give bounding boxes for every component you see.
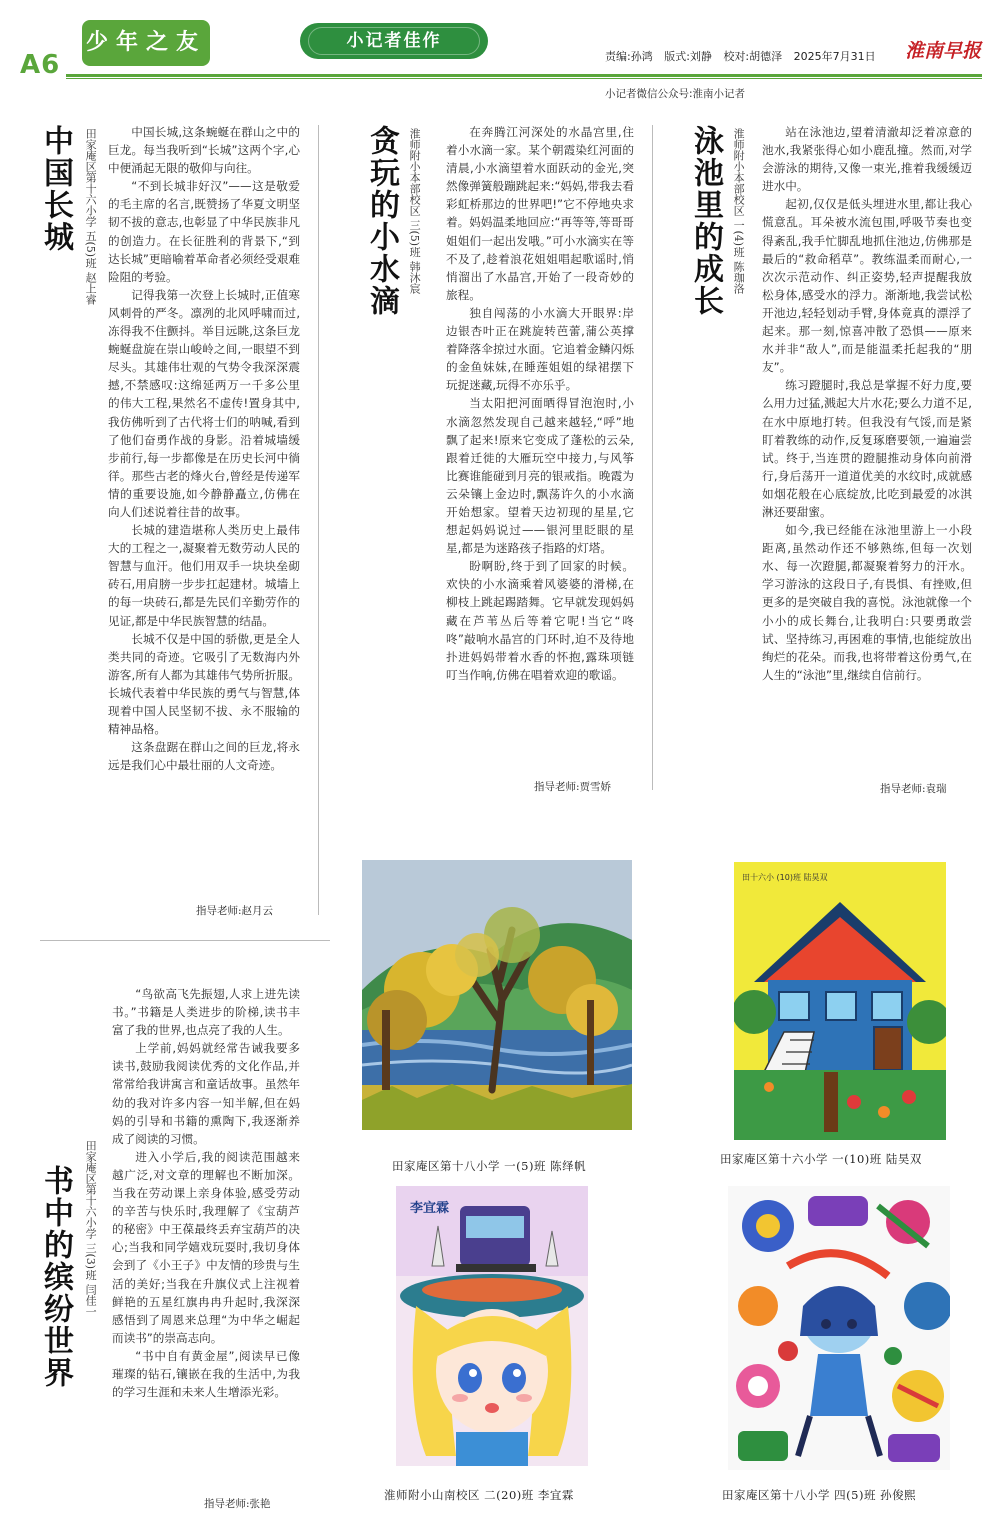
girl-portrait-image	[396, 1186, 588, 1466]
paragraph: 记得我第一次登上长城时,正值寒风刺骨的严冬。凛冽的北风呼啸而过,冻得我不住颤抖。举目远眺,这条巨龙蜿蜒盘旋在崇山峻岭之间,一眼望不到尽头。其雄伟壮观的气势令我深深震撼,不禁感叹:这绵延两万一千多公里的伟大工程,果然名不虚传!置身其中,我仿佛听到了古代将士们的呐喊,看到了他们奋勇作战的身影。沿着城墙缓步前行,每一步都像是在历史长河中徜徉。那些古老的烽火台,曾经是传递军情的重要设施,如今静静矗立,仿佛在向人们述说着往昔的故事。	[108, 287, 300, 519]
article-body-great-wall	[108, 123, 300, 915]
teacher-credit-swimming: 指导老师:袁瑞	[880, 783, 947, 795]
paragraph: 上学前,妈妈就经常告诫我要多读书,鼓励我阅读优秀的文化作品,并常常给我讲寓言和童话故事。虽然年幼的我对许多内容一知半解,但在妈妈的引导和书籍的熏陶下,我逐渐养成了阅读的习惯。	[112, 1041, 300, 1146]
page-number: A6	[20, 50, 61, 80]
paragraph: 起初,仅仅是低头埋进水里,都让我心慌意乱。耳朵被水流包围,呼吸节奏也变得紊乱,我手忙脚乱地抓住池边,仿佛那是最后的“救命稻草”。教练温柔而耐心,一次次示范动作、纠正姿势,轻声提醒我放松身体,感受水的浮力。渐渐地,我尝试松开池边,轻轻划动手臂,身体竟真的漂浮了起来。那一刻,惊喜冲散了恐惧——原来水并非“敌人”,而是能温柔托起我的“朋友”。	[762, 197, 972, 375]
teacher-credit-great-wall: 指导老师:赵月云	[196, 905, 274, 917]
teacher-credit-books: 指导老师:张艳	[204, 1498, 271, 1510]
credit-editor: 责编:孙鸿	[605, 50, 653, 63]
article-title-swimming: 泳池里的成长	[688, 125, 723, 317]
paragraph: 练习蹬腿时,我总是掌握不好力度,要么用力过猛,溅起大片水花;要么力道不足,在水中原地打转。但我没有气馁,而是紧盯着教练的动作,反复琢磨要领,一遍遍尝试。终于,当连贯的蹬腿推动身体向前滑行,身后荡开一道道优美的水纹时,成就感如烟花般在心底绽放,比吃到最爱的冰淇淋还要甜蜜。	[762, 378, 972, 519]
article-body-books	[112, 985, 300, 1490]
editor-credits	[605, 48, 884, 64]
painting-caption: 田家庵区第十八小学 一(5)班 陈绎帆	[392, 1159, 587, 1173]
header-divider-thin	[66, 78, 982, 79]
paragraph: 在奔腾江河深处的水晶宫里,住着小水滴一家。某个朝霞染红河面的清晨,小水滴望着水面跃动的金光,突然像弹簧般蹦跳起来:“妈妈,带我去看彩虹桥那边的世界吧!”它不停地央求着。妈妈温柔地回应:“再等等,等哥哥姐姐们一起出发哦。”可小水滴实在等不及了,趁着浪花姐姐唱起歌谣时,悄悄溜出了水晶宫,开始了一段奇妙的旅程。	[446, 125, 634, 302]
byline-swimming: 淮师附小本部校区 一(4)班 陈珈洛	[732, 128, 746, 294]
paragraph: 盼啊盼,终于到了回家的时候。欢快的小水滴乘着风婆婆的滑梯,在柳枝上跳起踢踏舞。它早就发现妈妈藏在芦苇丛后等着它呢!当它“咚咚”敲响水晶宫的门环时,迫不及待地扑进妈妈带着水香的怀抱,露珠项链叮当作响,仿佛在唱着欢迎的歌谣。	[446, 559, 634, 682]
paragraph: “不到长城非好汉”——这是敬爱的毛主席的名言,既赞扬了华夏文明坚韧不拔的意志,也彰显了中华民族非凡的创造力。在长征胜利的背景下,“到达长城”更暗喻着革命者必须经受艰难险阻的考验。	[108, 179, 300, 284]
painting-caption: 田家庵区第十六小学 一(10)班 陆昊双	[720, 1152, 922, 1166]
fantasy-collage-painting	[728, 1186, 950, 1470]
paragraph: 这条盘踞在群山之间的巨龙,将永远是我们心中最壮丽的人文奇迹。	[108, 740, 300, 773]
newspaper-brand-logo: 淮南早报	[905, 40, 982, 62]
credit-layout: 版式:刘静	[664, 50, 712, 63]
byline-books: 田家庵区第十六小学 三(3)班 闫佳一	[84, 1140, 98, 1317]
house-image	[734, 862, 946, 1140]
paragraph: 进入小学后,我的阅读范围越来越广泛,对文章的理解也不断加深。当我在劳动课上亲身体验,感受劳动的辛苦与快乐时,我理解了《宝葫芦的秘密》中王葆最终丢弃宝葫芦的决心;当我和同学嬉戏玩耍时,我切身体会到了《小王子》中友情的珍贵与生活的美好;当我在升旗仪式上注视着鲜艳的五星红旗冉冉升起时,我深深感悟到了周恩来总理“为中华之崛起而读书”的崇高志向。	[112, 1149, 300, 1345]
tree-landscape-painting	[362, 860, 632, 1130]
paragraph: “书中自有黄金屋”,阅读早已像璀璨的钻石,镶嵌在我的生活中,为我的学习生涯和未来人生增添光彩。	[112, 1348, 300, 1400]
paragraph: 长城的建造堪称人类历史上最伟大的工程之一,凝聚着无数劳动人民的智慧与血汗。他们用双手一块块垒砌砖石,用肩膀一步步扛起建材。城墙上的每一块砖石,都是先民们辛勤劳作的见证,都是中华民族智慧的结晶。	[108, 523, 300, 628]
credit-proofreader: 校对:胡德泽	[723, 50, 783, 63]
section-logo: 少年之友	[82, 20, 210, 66]
painting-caption: 淮师附小山南校区 二(20)班 李宜霖	[384, 1488, 574, 1502]
painting-caption: 田家庵区第十八小学 四(5)班 孙俊熙	[722, 1488, 917, 1502]
painting-inscription: 田十六小 (10)班 陆昊双	[742, 873, 828, 882]
byline-great-wall: 田家庵区第十六小学 五(5)班 赵上睿	[84, 128, 98, 305]
paragraph: 独自闯荡的小水滴大开眼界:岸边银杏叶正在跳旋转芭蕾,蒲公英撑着降落伞掠过水面。它追着金鳞闪烁的金鱼妹妹,在睡莲姐姐的绿裙摆下玩捉迷藏,玩得不亦乐乎。	[446, 305, 634, 393]
paragraph: 站在泳池边,望着清澈却泛着凉意的池水,我紧张得心如小鹿乱撞。然而,对学会游泳的期待,又像一束光,推着我缓缓迈进水中。	[762, 125, 972, 194]
paragraph: 中国长城,这条蜿蜒在群山之中的巨龙。每当我听到“长城”这两个字,心中便涌起无限的敬仰与向往。	[108, 125, 300, 176]
painting-inscription: 李宜霖	[410, 1201, 450, 1216]
section-divider	[40, 940, 330, 941]
article-title-great-wall: 中国长城	[38, 125, 73, 253]
article-body-water-drop	[446, 123, 634, 783]
house-painting	[734, 862, 946, 1140]
article-body-swimming	[762, 123, 972, 778]
teacher-credit-water-drop: 指导老师:贾雪娇	[534, 781, 612, 793]
paragraph: 如今,我已经能在泳池里游上一小段距离,虽然动作还不够熟练,但每一次划水、每一次蹬腿,都凝聚着努力的汗水。学习游泳的这段日子,有畏惧、有挫败,但更多的是突破自我的喜悦。泳池就像一个小小的成长舞台,让我明白:只要勇敢尝试、坚持练习,再困难的事情,也能绽放出绚烂的花朵。而我,也将带着这份勇气,在人生的“泳池”里,继续自信前行。	[762, 523, 972, 682]
column-separator	[318, 125, 319, 915]
byline-water-drop: 淮师附小本部校区 三(5)班 韩沐宸	[408, 128, 422, 294]
article-title-books: 书中的缤纷世界	[38, 1165, 73, 1389]
issue-date: 2025年7月31日	[793, 50, 876, 63]
girl-portrait-painting	[396, 1186, 588, 1466]
column-separator	[652, 125, 653, 790]
column-title-badge: 小记者佳作	[300, 23, 488, 59]
fantasy-collage-image	[728, 1186, 950, 1470]
paragraph: “鸟欲高飞先振翅,人求上进先读书。”书籍是人类进步的阶梯,读书丰富了我的世界,也点亮了我的人生。	[112, 987, 300, 1038]
wechat-account-note: 小记者微信公众号:淮南小记者	[605, 88, 746, 100]
header-divider	[66, 74, 982, 77]
paragraph: 当太阳把河面晒得冒泡泡时,小水滴忽然发现自己越来越轻,“呼”地飘了起来!原来它变成了蓬松的云朵,跟着迁徙的大雁玩空中接力,与风筝比赛谁能碰到月亮的银戒指。晚霞为云朵镶上金边时,飘荡许久的小水滴开始想家。望着天边初现的星星,它想起妈妈说过——银河里眨眼的星星,都是为迷路孩子指路的灯塔。	[446, 396, 634, 556]
tree-landscape-image	[362, 860, 632, 1130]
paragraph: 长城不仅是中国的骄傲,更是全人类共同的奇迹。它吸引了无数海内外游客,所有人都为其雄伟气势所折服。长城代表着中华民族的勇气与智慧,体现着中国人民坚韧不拔、永不服输的精神品格。	[108, 631, 300, 737]
article-title-water-drop: 贪玩的小水滴	[364, 125, 399, 317]
